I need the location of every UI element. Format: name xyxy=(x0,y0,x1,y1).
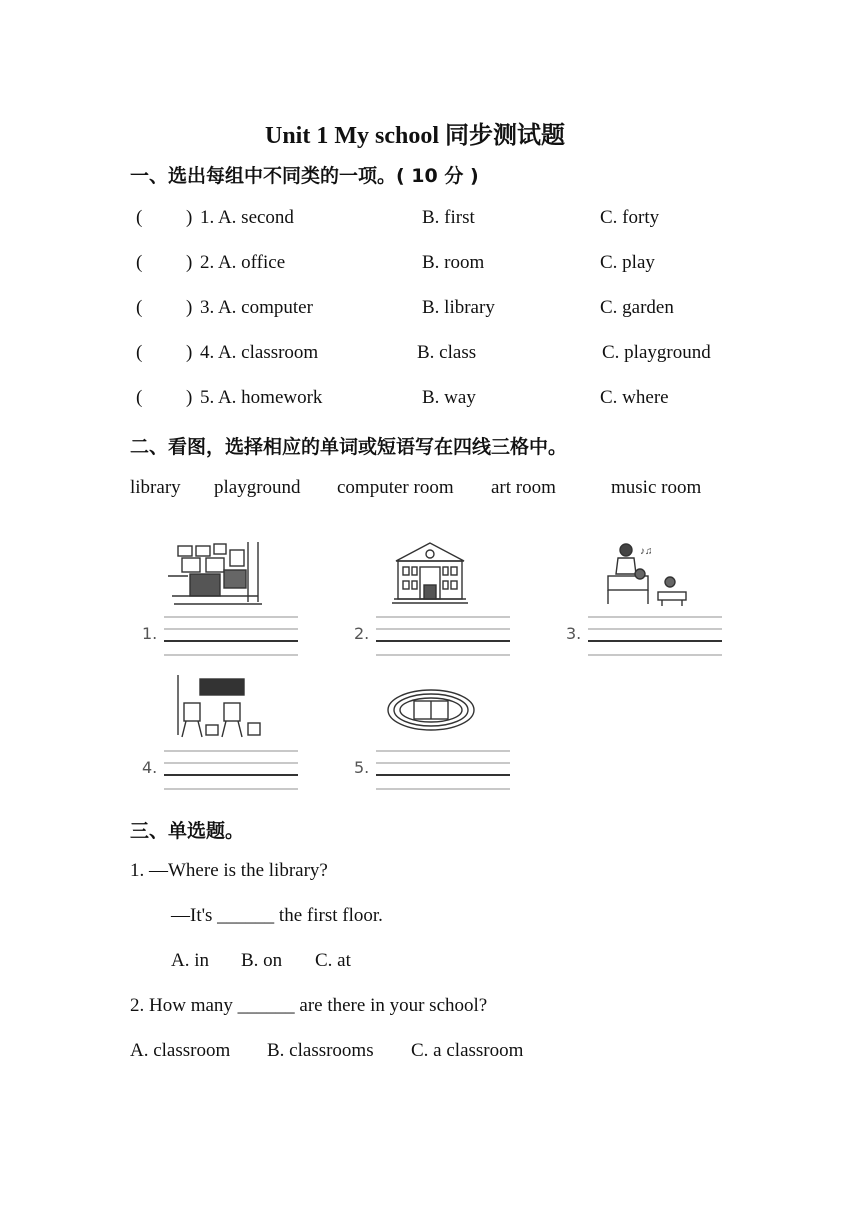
answer-paren-close: ) xyxy=(186,297,193,318)
answer-paren-open: ( xyxy=(136,297,143,318)
option-a: 1. A. second xyxy=(200,207,294,228)
svg-text:♪♫: ♪♫ xyxy=(640,546,653,557)
picture-number: 2. xyxy=(354,624,370,643)
answer-paren-open: ( xyxy=(136,207,143,228)
option-a: 5. A. homework xyxy=(200,387,323,408)
option-c: C. where xyxy=(600,387,669,408)
section-2-heading: 二、看图，选择相应的单词或短语写在四线三格中。 xyxy=(130,436,568,458)
question-2-option: B. classrooms xyxy=(267,1040,374,1061)
picture-number: 3. xyxy=(566,624,582,643)
section-3-heading: 三、单选题。 xyxy=(130,820,245,842)
picture-number: 4. xyxy=(142,758,158,777)
option-c: C. play xyxy=(600,252,655,273)
word-choice: library xyxy=(130,477,181,498)
option-a: 3. A. computer xyxy=(200,297,313,318)
option-c: C. forty xyxy=(600,207,660,228)
option-b: B. library xyxy=(422,297,495,318)
option-b: B. class xyxy=(417,342,477,363)
word-choice: playground xyxy=(214,477,301,498)
answer-paren-open: ( xyxy=(136,387,143,408)
question-1-option: A. in xyxy=(171,950,209,971)
library-building-picture xyxy=(390,541,470,607)
answer-paren-close: ) xyxy=(186,387,193,408)
option-c: C. garden xyxy=(600,297,674,318)
option-a: 2. A. office xyxy=(200,252,286,273)
question-2: 2. How many ______ are there in your school? xyxy=(130,995,488,1016)
playground-picture xyxy=(386,685,476,735)
page-title: Unit 1 My school 同步测试题 xyxy=(265,123,565,149)
art-room-picture xyxy=(174,675,266,741)
music-room-picture xyxy=(604,540,690,608)
option-b: B. way xyxy=(422,387,476,408)
picture-number: 5. xyxy=(354,758,370,777)
question-1-option: C. at xyxy=(315,950,351,971)
word-choice: music room xyxy=(611,477,702,498)
answer-paren-open: ( xyxy=(136,342,143,363)
answer-paren-close: ) xyxy=(186,342,193,363)
question-2-option: A. classroom xyxy=(130,1040,231,1061)
option-c: C. playground xyxy=(602,342,711,363)
answer-paren-open: ( xyxy=(136,252,143,273)
answer-paren-close: ) xyxy=(186,207,193,228)
word-choice: computer room xyxy=(337,477,454,498)
picture-number: 1. xyxy=(142,624,158,643)
question-1-response: —It's ______ the first floor. xyxy=(171,905,383,926)
section-1-heading: 一、选出每组中不同类的一项。( 10 分 ) xyxy=(130,165,479,187)
option-b: B. room xyxy=(422,252,485,273)
answer-paren-close: ) xyxy=(186,252,193,273)
word-choice: art room xyxy=(491,477,556,498)
option-a: 4. A. classroom xyxy=(200,342,319,363)
question-2-option: C. a classroom xyxy=(411,1040,524,1061)
question-1-option: B. on xyxy=(241,950,283,971)
option-b: B. first xyxy=(422,207,475,228)
computer-room-picture xyxy=(168,540,264,608)
question-1: 1. —Where is the library? xyxy=(130,860,328,881)
